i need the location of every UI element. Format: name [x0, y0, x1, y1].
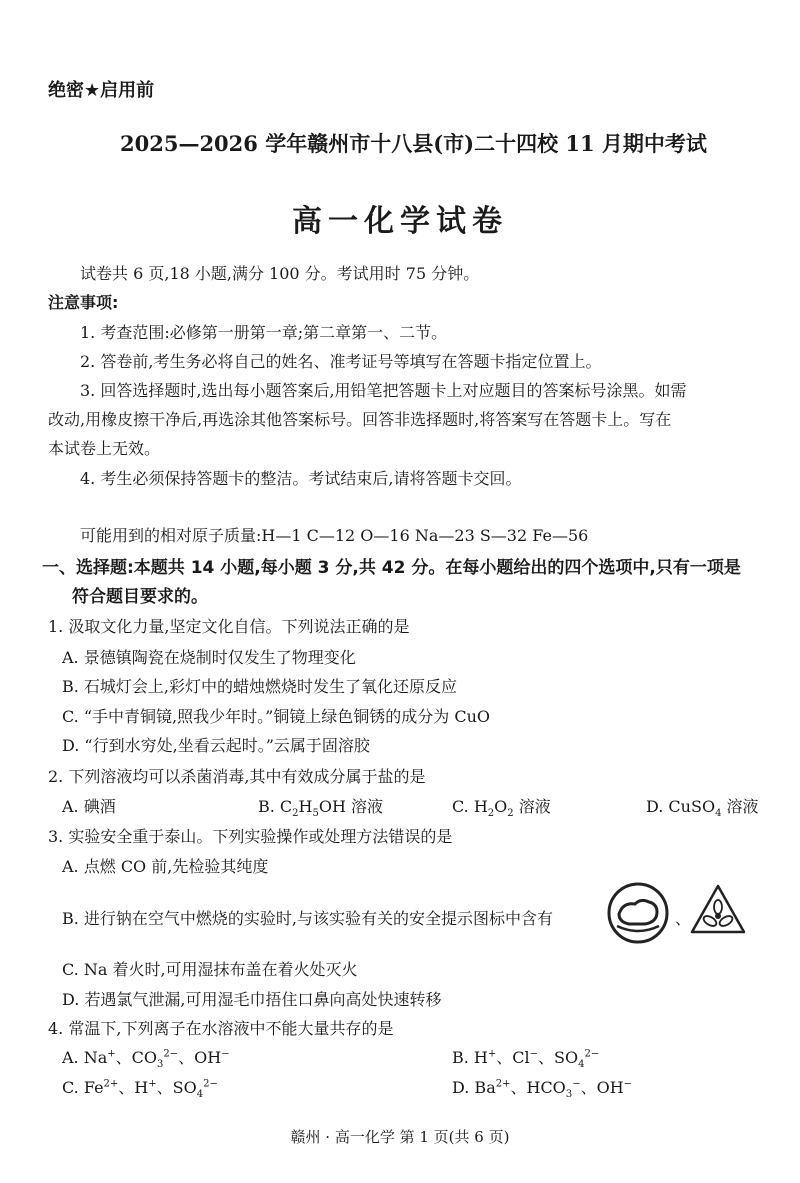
note-item-4: 4. 考生必须保持答题卡的整洁。考试结束后,请将答题卡交回。	[80, 469, 522, 488]
q3-option-a: A. 点燃 CO 前,先检验其纯度	[62, 857, 269, 876]
q4-option-d: D. $Ba^{2+}$、$HCO_3^-$、OH−	[452, 1078, 633, 1101]
q3-option-b: B. 进行钠在空气中燃烧的实验时,与该实验有关的安全提示图标中含有	[62, 909, 554, 928]
q2-option-a: A. 碘酒	[62, 797, 116, 816]
notes-heading: 注意事项:	[48, 293, 119, 312]
ventilation-fan-icon	[688, 880, 748, 944]
note-item-3: 3. 回答选择题时,选出每小题答案后,用铅笔把答题卡上对应题目的答案标号涂黑。如需	[80, 381, 687, 400]
q2-option-c: C. $H_2O_2$ 溶液	[452, 797, 551, 820]
exam-title: 2025—2026 学年赣州市十八县(市)二十四校 11 月期中考试	[120, 131, 707, 156]
q1-option-a: A. 景德镇陶瓷在烧制时仅发生了物理变化	[62, 648, 356, 667]
q1-option-c: C. “手中青铜镜,照我少年时。”铜镜上绿色铜锈的成分为 CuO	[62, 707, 491, 726]
q3-option-c: C. Na 着火时,可用湿抹布盖在着火处灭火	[62, 960, 358, 979]
q4-option-b: B. H+、Cl−、$SO_4^{2-}$	[452, 1048, 600, 1071]
section-heading: 一、选择题:本题共 14 小题,每小题 3 分,共 42 分。在每小题给出的四个选项中,只有一项是	[42, 558, 741, 578]
q3-stem: 3. 实验安全重于泰山。下列实验操作或处理方法错误的是	[48, 827, 453, 846]
q4-option-a: A. Na+、$CO_3^{2-}$、OH−	[62, 1048, 230, 1071]
q1-option-b: B. 石城灯会上,彩灯中的蜡烛燃烧时发生了氧化还原反应	[62, 677, 458, 696]
q1-stem: 1. 汲取文化力量,坚定文化自信。下列说法正确的是	[48, 617, 410, 636]
q2-option-d: D. CuSO$_4$ 溶液	[646, 797, 759, 820]
q3-option-d: D. 若遇氯气泄漏,可用湿毛巾捂住口鼻向高处快速转移	[62, 990, 442, 1009]
q4-stem: 4. 常温下,下列离子在水溶液中不能大量共存的是	[48, 1019, 394, 1038]
q1-option-d: D. “行到水穷处,坐看云起时。”云属于固溶胶	[62, 736, 370, 755]
paper-title: 高一化学试卷	[292, 204, 508, 239]
intro-text: 试卷共 6 页,18 小题,满分 100 分。考试用时 75 分钟。	[80, 264, 480, 283]
note-item-2: 2. 答卷前,考生务必将自己的姓名、准考证号等填写在答题卡指定位置上。	[80, 352, 602, 371]
q2-option-b: B. $C_2H_5OH$ 溶液	[258, 797, 384, 820]
confidential-label: 绝密★启用前	[48, 80, 155, 101]
note-item-3-cont: 改动,用橡皮擦干净后,再选涂其他答案标号。回答非选择题时,将答案写在答题卡上。写在	[48, 410, 672, 429]
atomic-mass: 可能用到的相对原子质量:H—1 C—12 O—16 Na—23 S—32 Fe—56	[80, 526, 589, 545]
note-item-1: 1. 考查范围:必修第一册第一章;第二章第一、二节。	[80, 323, 448, 342]
q3-icon-separator: 、	[675, 909, 692, 928]
q4-option-c: C. $Fe^{2+}$、H+、$SO_4^{2-}$	[62, 1078, 218, 1101]
page-footer: 赣州 · 高一化学 第 1 页(共 6 页)	[290, 1128, 510, 1146]
note-item-3-end: 本试卷上无效。	[48, 439, 161, 458]
hot-surface-icon	[605, 880, 671, 950]
section-heading-cont: 符合题目要求的。	[72, 587, 208, 607]
q2-stem: 2. 下列溶液均可以杀菌消毒,其中有效成分属于盐的是	[48, 767, 426, 786]
